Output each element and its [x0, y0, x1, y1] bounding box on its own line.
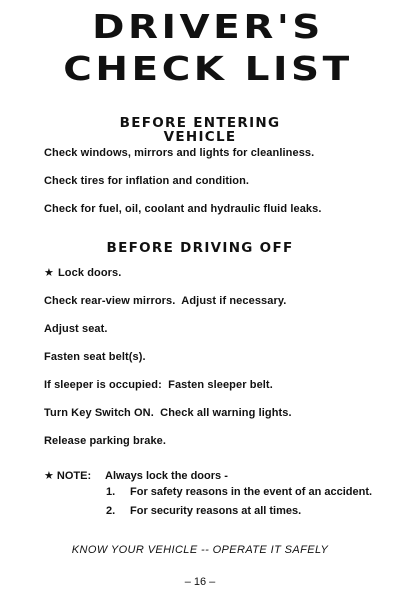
- checklist-item: Fasten seat belt(s).: [44, 351, 146, 363]
- note-intro: Always lock the doors -: [105, 470, 228, 482]
- checklist-item: Adjust seat.: [44, 323, 108, 335]
- page-number: – 16 –: [184, 576, 216, 588]
- checklist-item-label: Lock doors.: [57, 267, 122, 279]
- page-title-line-1: DRIVER'S: [92, 7, 324, 46]
- page-title-line-2: CHECK LIST: [63, 49, 353, 88]
- note-point-number: 1.: [106, 486, 116, 498]
- checklist-item: Check tires for inflation and condition.: [44, 175, 250, 187]
- note-point-text: For safety reasons in the event of an accident.: [130, 486, 373, 498]
- note-point-number: 2.: [106, 505, 116, 517]
- section-heading-before-driving: BEFORE DRIVING OFF: [106, 240, 294, 256]
- checklist-item: Release parking brake.: [44, 435, 167, 447]
- checklist-item: Check rear-view mirrors. Adjust if necessary.: [44, 295, 287, 307]
- checklist-item-lock-doors: [44, 268, 121, 279]
- checklist-item: If sleeper is occupied: Fasten sleeper belt.: [44, 379, 273, 391]
- checklist-item: Check for fuel, oil, coolant and hydraulic fluid leaks.: [44, 203, 322, 215]
- footer-slogan: KNOW YOUR VEHICLE -- OPERATE IT SAFELY: [71, 544, 329, 556]
- checklist-item: Check windows, mirrors and lights for cleanliness.: [44, 147, 315, 159]
- note-point-text: For security reasons at all times.: [130, 505, 302, 517]
- checklist-item: Turn Key Switch ON. Check all warning lights.: [44, 407, 292, 419]
- star-icon: ★: [44, 267, 54, 279]
- note-label: ★ NOTE:: [44, 470, 92, 482]
- section-heading-before-entering: BEFORE ENTERING VEHICLE: [119, 115, 281, 145]
